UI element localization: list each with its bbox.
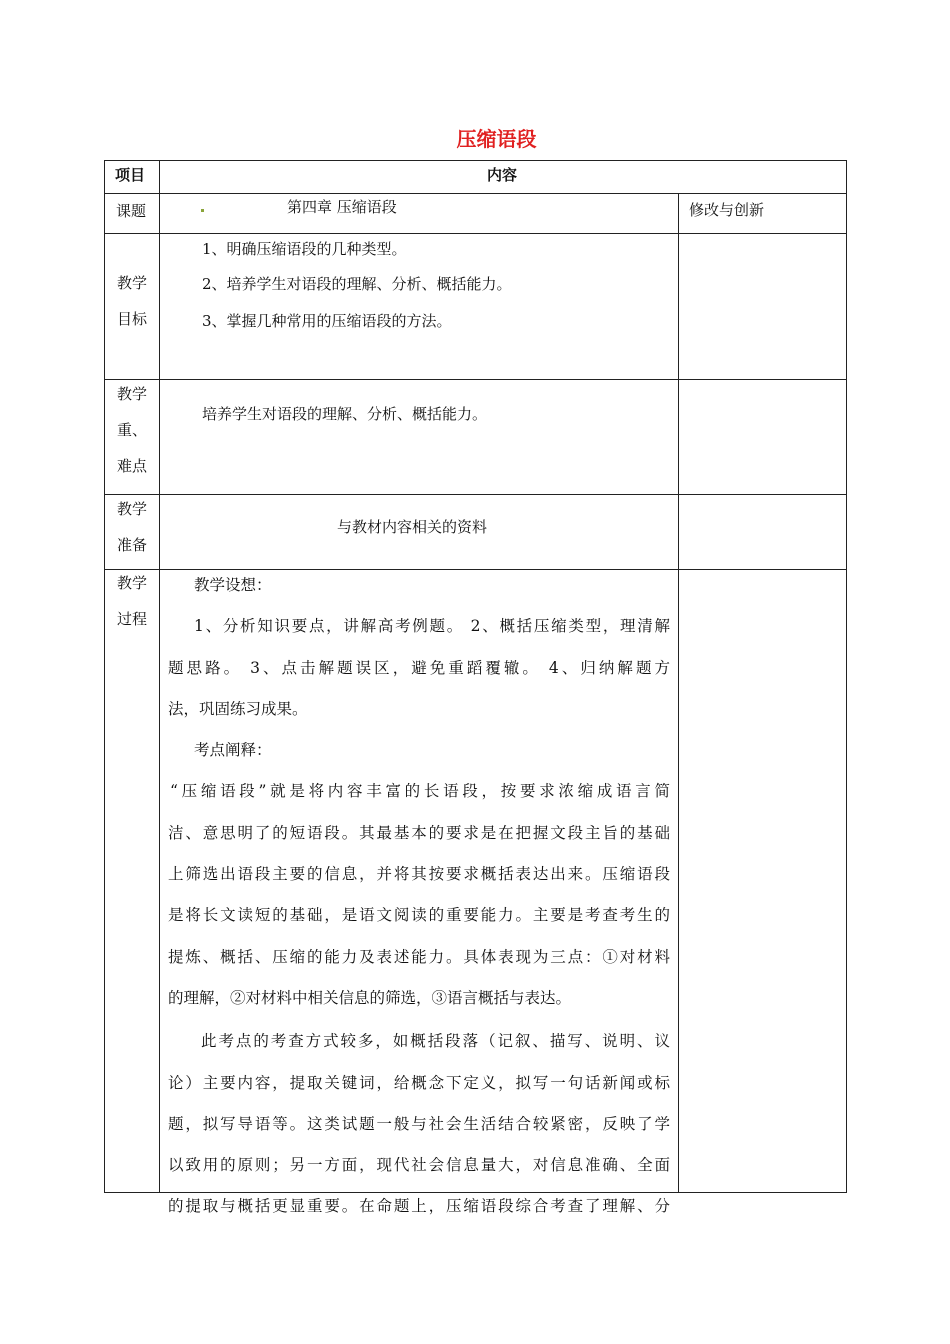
process-line: 的理解，②对材料中相关信息的筛选，③语言概括与表达。 (168, 988, 572, 1007)
process-line: 论）主要内容，提取关键词，给概念下定义，拟写一句话新闻或标 (168, 1073, 670, 1092)
column-divider (159, 160, 160, 1193)
page-title: 压缩语段 (456, 127, 537, 151)
revision-header: 修改与创新 (689, 201, 765, 219)
process-line: 的提取与概括更显重要。在命题上，压缩语段综合考查了理解、分 (168, 1197, 670, 1216)
focus-label-line: 教学 (116, 385, 147, 403)
process-line: 洁、意思明了的短语段。其最基本的要求是在把握文段主旨的基础 (168, 823, 670, 842)
topic-content: 第四章 压缩语段 (287, 198, 397, 216)
process-label-line: 教学 (116, 574, 147, 592)
prep-label-line: 教学 (116, 500, 147, 518)
row-divider (104, 193, 847, 194)
goal-item: 2、培养学生对语段的理解、分析、概括能力。 (202, 275, 512, 293)
row-divider (104, 233, 847, 234)
process-label (105, 565, 159, 637)
process-line: 1、分析知识要点，讲解高考例题。 2、概括压缩类型，理清解 (194, 617, 670, 636)
prep-label (105, 491, 159, 563)
process-line: 考点阐释： (194, 741, 272, 760)
topic-label: 课题 (116, 202, 147, 220)
process-line: 教学设想： (194, 576, 272, 594)
prep-label-line: 准备 (116, 536, 147, 554)
focus-label-line: 难点 (116, 457, 147, 475)
focus-label (105, 376, 159, 484)
focus-label-line: 重、 (116, 421, 147, 439)
process-label-line: 过程 (116, 610, 147, 628)
header-content: 内容 (487, 166, 518, 184)
table-border-right (846, 160, 847, 1193)
goals-label (105, 265, 159, 337)
focus-content: 培养学生对语段的理解、分析、概括能力。 (202, 405, 488, 423)
process-line: 上筛选出语段主要的信息，并将其按要求概括表达出来。压缩语段 (168, 865, 670, 884)
row-divider (104, 379, 847, 380)
prep-content: 与教材内容相关的资料 (337, 518, 488, 536)
process-line: 提炼、概括、压缩的能力及表述能力。具体表现为三点：①对材料 (168, 947, 670, 966)
goal-item: 1、明确压缩语段的几种类型。 (202, 240, 407, 258)
process-line: “压缩语段”就是将内容丰富的长语段，按要求浓缩成语言简 (170, 782, 670, 801)
goals-label-line: 目标 (116, 310, 147, 328)
goal-item: 3、掌握几种常用的压缩语段的方法。 (202, 312, 452, 330)
goals-label-line: 教学 (116, 274, 147, 292)
row-divider (104, 494, 847, 495)
process-line: 题，拟写导语等。这类试题一般与社会生活结合较紧密，反映了学 (168, 1114, 670, 1133)
process-line: 此考点的考查方式较多，如概括段落（记叙、描写、说明、议 (201, 1032, 670, 1051)
process-line: 是将长文读短的基础，是语文阅读的重要能力。主要是考查考生的 (168, 906, 670, 925)
column-divider (678, 193, 679, 1193)
mark-dot (201, 209, 204, 212)
process-line: 以致用的原则；另一方面，现代社会信息量大，对信息准确、全面 (168, 1156, 670, 1175)
process-line: 题思路。 3、点击解题误区，避免重蹈覆辙。 4、归纳解题方 (168, 658, 670, 677)
process-line: 法，巩固练习成果。 (168, 699, 308, 718)
process-content (168, 565, 670, 1228)
header-item: 项目 (115, 166, 146, 184)
table-border-top (104, 160, 847, 161)
